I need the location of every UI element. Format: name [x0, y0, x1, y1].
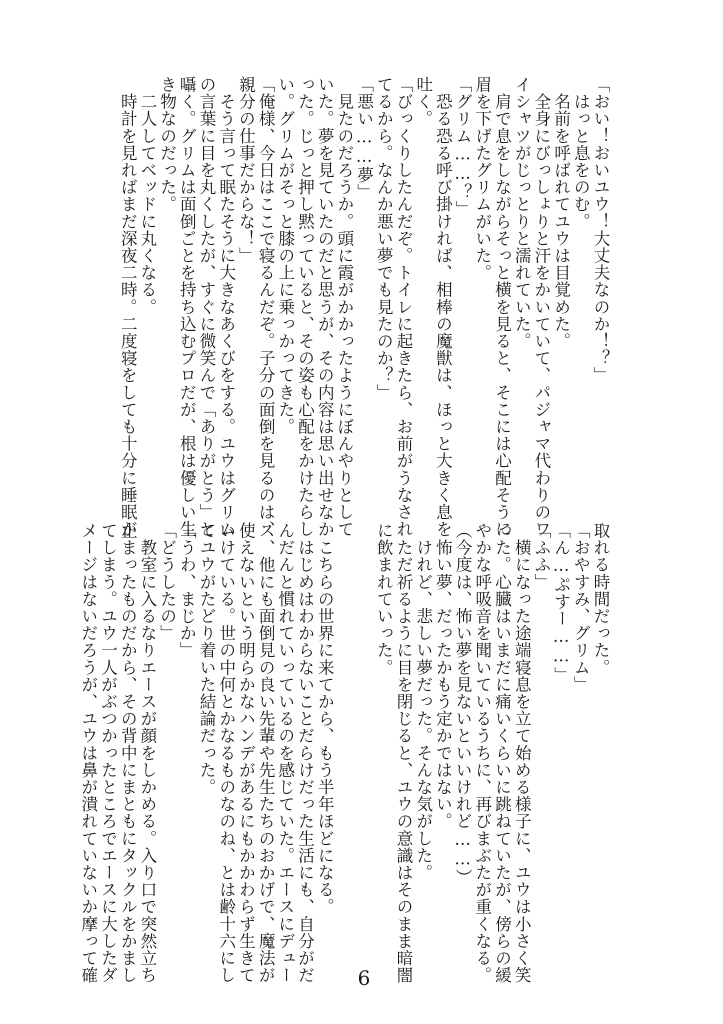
text-column: った。じっと押し黙っていると、その姿も心配をかけたらし [295, 76, 315, 538]
text-column: こちらの世界に来てから、もう半年ほどになる。 [315, 522, 335, 916]
text-column: 取れる時間だった。 [591, 522, 610, 676]
text-column: の言葉に目を丸くしたが、すぐに微笑んで「ありがとう」と [197, 76, 216, 538]
text-column: ただ祈るように目を閉じると、ユウの意識はそのまま暗闇 [394, 522, 413, 984]
text-column: 「おい！おいユウ！大丈夫なのか！？」 [591, 76, 610, 384]
text-column: メージはないだろうが、ユウは鼻が潰れていないか摩って確 [78, 522, 98, 984]
text-column: んだんと慣れていっているのを感じていた。エースにデュー [275, 522, 295, 984]
text-column: はっと息をのむ。 [571, 76, 591, 230]
text-column: 「おやすみ、グリム」 [571, 522, 591, 693]
text-column: 「ん…ぷすー……」 [551, 522, 571, 684]
text-column: そう言って眠たそうに大きなあくびをする。ユウはグリム [216, 76, 236, 538]
text-column: 囁く。グリムは面倒ごとを持ち込むプロだが、根は優しい生 [177, 76, 197, 538]
text-column: 教室に入るなりエースが顔をしかめる。入り口で突然立ち [137, 522, 157, 984]
text-column: 二人してベッドに丸くなる。 [137, 76, 157, 316]
text-column: てユウがたどり着いた結論だった。 [197, 522, 216, 796]
text-column: 怖い夢、だったかもう定かではない。 [433, 522, 453, 830]
text-column: き物なのだった。 [157, 76, 177, 213]
text-column: 全身にびっしょりと汗をかいていて、パジャマ代わりのワ [531, 76, 551, 538]
text-column: った。心臓はいまだに痛いくらいに跳ねていたが、傍らの緩 [492, 522, 512, 984]
text-column: やかな呼吸音を聞いているうちに、再びまぶたが重くなる。 [472, 522, 492, 984]
text-column: 時計を見ればまだ深夜二時。二度寝をしても十分に睡眠が [118, 76, 138, 538]
text-column: いた。夢を見ていたのだと思うが、その内容は思い出せなか [315, 76, 335, 538]
text-column: 「ふふ」 [531, 522, 551, 591]
text-column: 「びっくりしたんだぞ。トイレに起きたら、お前がうなされ [394, 76, 413, 538]
text-column: 名前を呼ばれてユウは目覚めた。 [551, 76, 571, 350]
text-column: 「俺様、今日はここで寝るんだぞ。子分の面倒を見るのは、 [256, 76, 276, 538]
text-column: 「悪い……夢」 [354, 76, 374, 201]
text-column: 「グリム……？」 [453, 76, 473, 218]
text-column: い。グリムがそっと膝の上に乗っかってきた。 [275, 76, 295, 436]
text-column: 横になった途端寝息を立て始める様子に、ユウは小さく笑 [512, 522, 532, 984]
text-column: 見たのだろうか。頭に霞がかかったようにぼんやりとして [334, 76, 354, 538]
text-column: てしまう。ユウ一人がぶつかったところでエースに大したダ [98, 522, 118, 984]
text-column: いけている。世の中何とかなるものなのね、とは齢十六にし [216, 522, 236, 984]
text-column: （今度は、怖い夢を見ないといいけれど……） [453, 522, 473, 887]
text-column: イシャツがじっとりと濡れていた。 [512, 76, 532, 350]
text-column: はじめはわからないことだらけだった生活にも、自分がだ [295, 522, 315, 984]
text-column: けれど、悲しい夢だった。そんな気がした。 [413, 522, 433, 882]
text-column: てるから。なんか悪い夢でも見たのか？」 [374, 76, 394, 401]
text-column: 眉を下げたグリムがいた。 [472, 76, 492, 282]
text-column: 親分の仕事だからな！」 [236, 76, 256, 265]
page-number: 6 [357, 966, 371, 990]
text-column: に飲まれていった。 [374, 522, 394, 676]
text-column: 止まったものだから、その背中にまともにタックルをかまし [118, 522, 138, 984]
text-column: 肩で息をしながらそっと横を見ると、そこには心配そうに [492, 76, 512, 538]
text-column: ス、他にも面倒見の良い先輩や先生たちのおかげで、魔法が [256, 522, 276, 984]
text-column: 「うわ、まじか」 [177, 522, 197, 659]
text-column: 吐く。 [413, 76, 433, 128]
text-column: 使えないという明らかなハンデがあるにもかかわらず生きて [236, 522, 256, 984]
text-column: 恐る恐る呼び掛ければ、相棒の魔獣は、ほっと大きく息を [433, 76, 453, 538]
text-column: 「どうしたの」 [157, 522, 177, 642]
